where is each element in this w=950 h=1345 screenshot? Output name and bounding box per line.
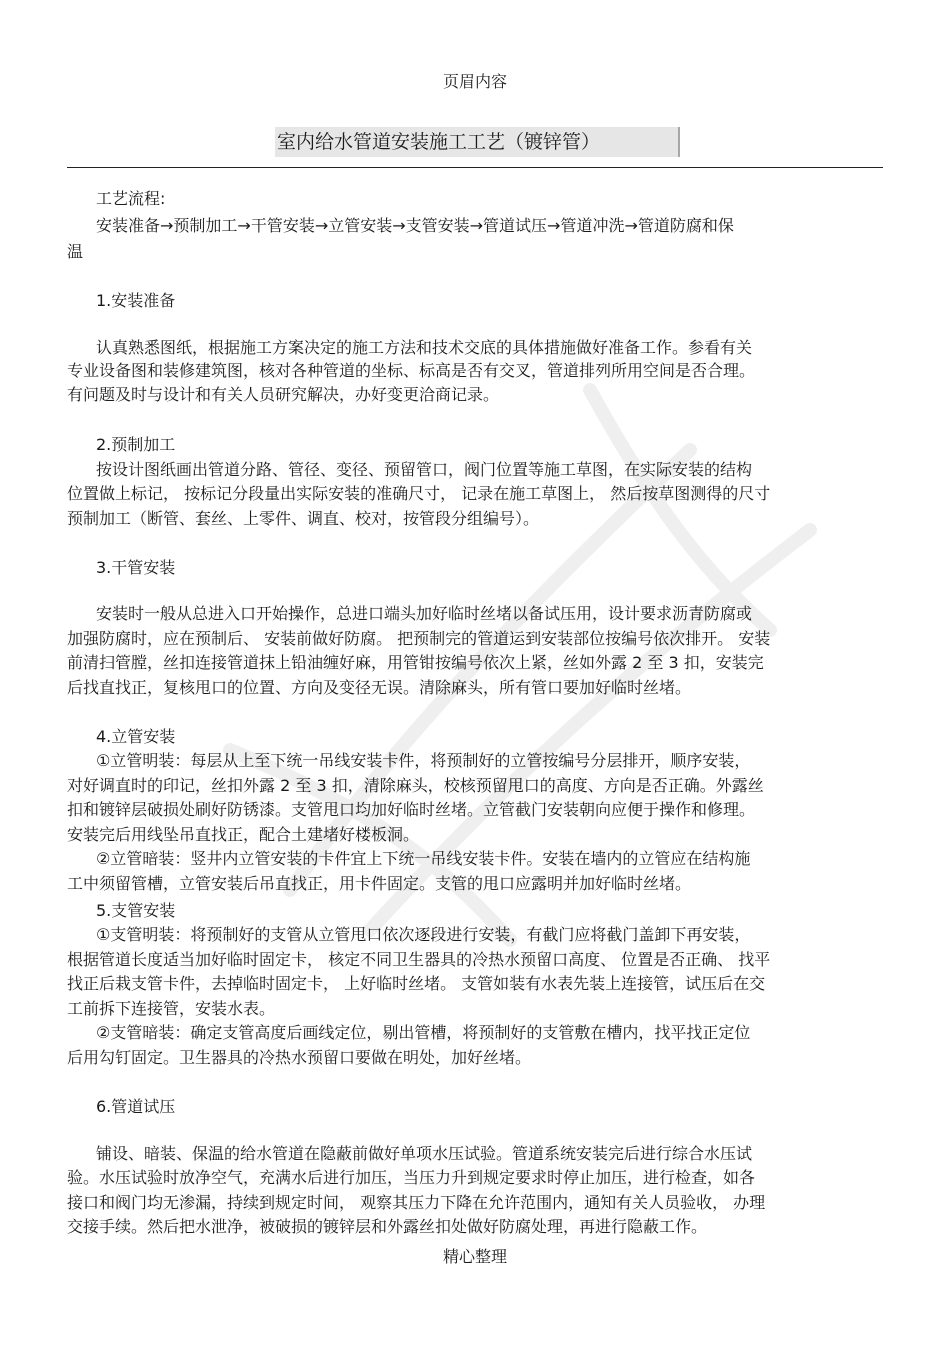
flow-heading: 工艺流程: (96, 189, 166, 208)
paragraph-line: 安装完后用线坠吊直找正，配合土建堵好楼板洞。 (67, 825, 420, 844)
paragraph-line: 认真熟悉图纸，根据施工方案决定的施工方法和技术交底的具体措施做好准备工作。参看有关 (96, 338, 753, 357)
paragraph-line: 后找直找正，复核甩口的位置、方向及变径无误。清除麻头，所有管口要加好临时丝堵。 (67, 678, 692, 697)
page-header: 页眉内容 (442, 72, 507, 91)
paragraph-line: 工前拆下连接管，安装水表。 (67, 999, 276, 1018)
flow-line: 温 (67, 242, 84, 261)
section-heading: 6.管道试压 (96, 1097, 176, 1116)
paragraph-line: ②立管暗装：竖井内立管安装的卡件宜上下统一吊线安装卡件。安装在墙内的立管应在结构施 (96, 849, 751, 868)
paragraph-line: ①立管明装：每层从上至下统一吊线安装卡件，将预制好的立管按编号分层排开，顺序安装， (96, 751, 751, 770)
paragraph-line: 对好调直时的印记，丝扣外露 2 至 3 扣，清除麻头，校核预留甩口的高度、方向是否正确。外露丝 (67, 776, 764, 795)
section-heading: 3.干管安装 (96, 558, 176, 577)
paragraph-line: ①支管明装：将预制好的支管从立管甩口依次逐段进行安装，有截门应将截门盖卸下再安装， (96, 925, 751, 944)
paragraph-line: 扣和镀锌层破损处刷好防锈漆。支管甩口均加好临时丝堵。立管截门安装朝向应便于操作和修理。 (67, 800, 756, 819)
paragraph-line: ②支管暗装：确定支管高度后画线定位，剔出管槽，将预制好的支管敷在槽内，找平找正定位 (96, 1023, 751, 1042)
paragraph-line: 前清扫管膛，丝扣连接管道抹上铅油缠好麻，用管钳按编号依次上紧，丝如外露 2 至 3 扣，安装完 (67, 653, 764, 672)
paragraph-line: 位置做上标记， 按标记分段量出实际安装的准确尺寸， 记录在施工草图上， 然后按草图测得的尺寸 (67, 484, 771, 503)
paragraph-line: 找正后栽支管卡件，去掉临时固定卡， 上好临时丝堵。 支管如装有水表先装上连接管，试压后在交 (67, 974, 766, 993)
page-footer: 精心整理 (442, 1247, 507, 1266)
document-title: 室内给水管道安装施工工艺（镀锌管） (275, 127, 680, 157)
section-heading: 1.安装准备 (96, 291, 176, 310)
paragraph-line: 接口和阀门均无渗漏，持续到规定时间， 观察其压力下降在允许范围内，通知有关人员验收， 办理 (67, 1193, 766, 1212)
paragraph-line: 根据管道长度适当加好临时固定卡， 核定不同卫生器具的冷热水预留口高度、 位置是否正确、 找平 (67, 950, 771, 969)
paragraph-line: 验。水压试验时放净空气，充满水后进行加压，当压力升到规定要求时停止加压，进行检查，如各 (67, 1168, 756, 1187)
section-heading: 4.立管安装 (96, 727, 176, 746)
paragraph-line: 预制加工（断管、套丝、上零件、调直、校对，按管段分组编号）。 (67, 509, 540, 528)
paragraph-line: 工中须留管槽，立管安装后吊直找正，用卡件固定。支管的甩口应露明并加好临时丝堵。 (67, 874, 692, 893)
paragraph-line: 专业设备图和装修建筑图，核对各种管道的坐标、标高是否有交叉，管道排列所用空间是否合理。 (67, 361, 756, 380)
header-divider (67, 167, 883, 168)
paragraph-line: 按设计图纸画出管道分路、管径、变径、预留管口，阀门位置等施工草图，在实际安装的结构 (96, 460, 753, 479)
section-heading: 2.预制加工 (96, 435, 176, 454)
flow-line: 安装准备→预制加工→干管安装→立管安装→支管安装→管道试压→管道冲洗→管道防腐和保 (96, 216, 734, 235)
section-heading: 5.支管安装 (96, 901, 176, 920)
paragraph-line: 加强防腐时，应在预制后、 安装前做好防腐。 把预制完的管道运到安装部位按编号依次排开。 安装 (67, 629, 771, 648)
paragraph-line: 安装时一般从总进入口开始操作，总进口端头加好临时丝堵以备试压用，设计要求沥青防腐或 (96, 604, 753, 623)
paragraph-line: 交接手续。然后把水泄净，被破损的镀锌层和外露丝扣处做好防腐处理，再进行隐蔽工作。 (67, 1217, 708, 1236)
paragraph-line: 铺设、暗装、保温的给水管道在隐蔽前做好单项水压试验。管道系统安装完后进行综合水压试 (96, 1144, 753, 1163)
paragraph-line: 后用勾钉固定。卫生器具的冷热水预留口要做在明处，加好丝堵。 (67, 1048, 532, 1067)
paragraph-line: 有问题及时与设计和有关人员研究解决，办好变更洽商记录。 (67, 385, 500, 404)
